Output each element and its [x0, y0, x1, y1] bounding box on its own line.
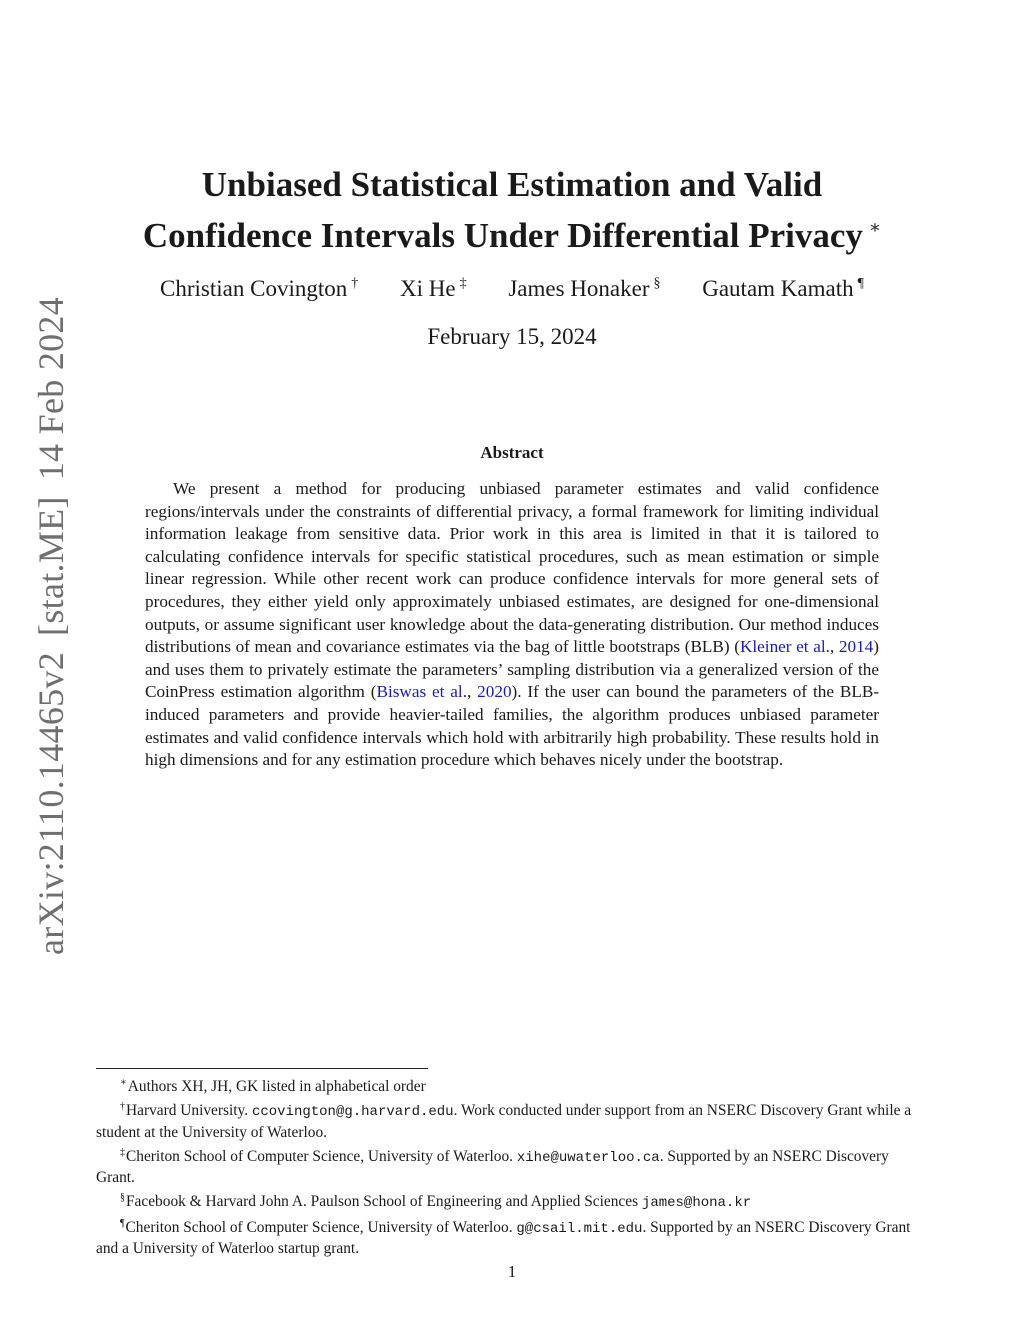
abstract-text: ) and uses them to privately estimate the parameters’ sampling distribution via a generalized version of the CoinPress estimation algorithm (	[145, 637, 879, 702]
author-footnote-mark[interactable]: §	[653, 276, 661, 291]
author	[508, 276, 660, 302]
footnote-mark: ∗	[120, 1077, 127, 1088]
email-link[interactable]: ccovington@g.harvard.edu	[251, 1104, 454, 1121]
citation-link[interactable]	[376, 682, 467, 701]
citation-separator: ,	[467, 682, 478, 702]
footnote-divider	[96, 1068, 428, 1069]
arxiv-sidebar-stamp	[30, 297, 72, 955]
footnote-text: . Supported by an NSERC Discovery Grant.	[96, 1147, 889, 1187]
arxiv-id: arXiv:2110.14465v2	[31, 651, 71, 955]
author-name: James Honaker	[508, 276, 650, 301]
abstract-text: ). If the user can bound the parameters of the BLB-induced parameters and provide heavier-tailed families, the algorithm produces unbiased parameter estimates and valid confidence intervals which hold with arbitrarily high probability. These results hold in high dimensions and for any estimation procedure which behaves nicely under the bootstrap.	[145, 682, 880, 770]
abstract-body	[145, 478, 879, 772]
footnote	[96, 1073, 928, 1097]
footnote-text: Cheriton School of Computer Science, University of Waterloo.	[125, 1218, 517, 1236]
footnote-text: . Work conducted under support from an NSERC Discovery Grant while a student at the University of Waterloo.	[96, 1102, 912, 1141]
paper-title	[60, 164, 964, 257]
email-link[interactable]: g@csail.mit.edu	[516, 1220, 643, 1237]
footnote	[96, 1214, 928, 1260]
author-name: Christian Covington	[160, 276, 348, 301]
author-footnote-mark[interactable]: †	[351, 276, 359, 291]
page-number: 1	[507, 1262, 517, 1281]
author	[160, 276, 358, 302]
citation-separator: ,	[829, 637, 839, 657]
abstract-text: We present a method for producing unbiased parameter estimates and valid confidence regions/intervals under the constraints of differential privacy, a formal framework for limiting individual information leakage from sensitive data. Prior work in this area is limited in that it is tailored to calculating confidence intervals for specific statistical procedures, such as mean estimation or simple linear regression. While other recent work can produce confidence intervals for more general sets of procedures, they either yield only approximately unbiased estimates, are designed for one-dimensional outputs, or assume significant user knowledge about the data-generating distribution. Our method induces distributions of mean and covariance estimates via the bag of little bootstraps (BLB) (	[145, 479, 879, 657]
arxiv-date: 14 Feb 2024	[31, 296, 71, 481]
footnote-text: Authors XH, JH, GK listed in alphabetical order	[127, 1078, 426, 1095]
author-list	[60, 276, 964, 302]
footnote-text: . Supported by an NSERC Discovery Grant and a University of Waterloo startup grant.	[96, 1218, 911, 1258]
author-footnote-mark[interactable]: ¶	[857, 276, 864, 291]
footnote-mark: ‡	[120, 1146, 125, 1158]
abstract-heading: Abstract	[480, 443, 544, 462]
citation-link[interactable]	[740, 637, 830, 656]
title-line-1: Unbiased Statistical Estimation and Valid	[201, 165, 823, 204]
footnote	[96, 1143, 928, 1189]
citation-authors[interactable]: Kleiner et al.	[739, 637, 830, 657]
footnote-text: Cheriton School of Computer Science, University of Waterloo.	[126, 1147, 517, 1165]
footnote-text: Facebook & Harvard John A. Paulson School of Engineering and Applied Sciences	[126, 1193, 642, 1211]
email-link[interactable]: xihe@uwaterloo.ca	[516, 1149, 660, 1166]
footnote	[96, 1097, 928, 1143]
citation-year-link[interactable]: 2014	[838, 637, 874, 657]
title-line-2	[60, 206, 964, 257]
footnote-mark: ¶	[120, 1217, 125, 1229]
author-name: Xi He	[400, 276, 456, 301]
author-name: Gautam Kamath	[702, 276, 854, 301]
title-line-2-text: Confidence Intervals Under Differential Privacy	[142, 216, 863, 255]
author-footnote-mark[interactable]: ‡	[459, 276, 467, 291]
citation-year-link[interactable]: 2020	[477, 682, 512, 702]
email-link[interactable]: james@hona.kr	[641, 1195, 752, 1212]
author	[400, 276, 467, 302]
footnote	[96, 1188, 928, 1213]
footnote-mark: §	[120, 1192, 125, 1204]
title-footnote-mark[interactable]: ∗	[868, 217, 882, 237]
citation-authors[interactable]: Biswas et al.	[376, 682, 467, 702]
footnotes	[96, 1073, 928, 1259]
arxiv-category: [stat.ME]	[31, 496, 71, 636]
author	[702, 276, 864, 302]
footnote-text: Harvard University.	[126, 1102, 252, 1120]
publication-date: February 15, 2024	[427, 324, 597, 349]
footnote-mark: †	[120, 1101, 125, 1113]
